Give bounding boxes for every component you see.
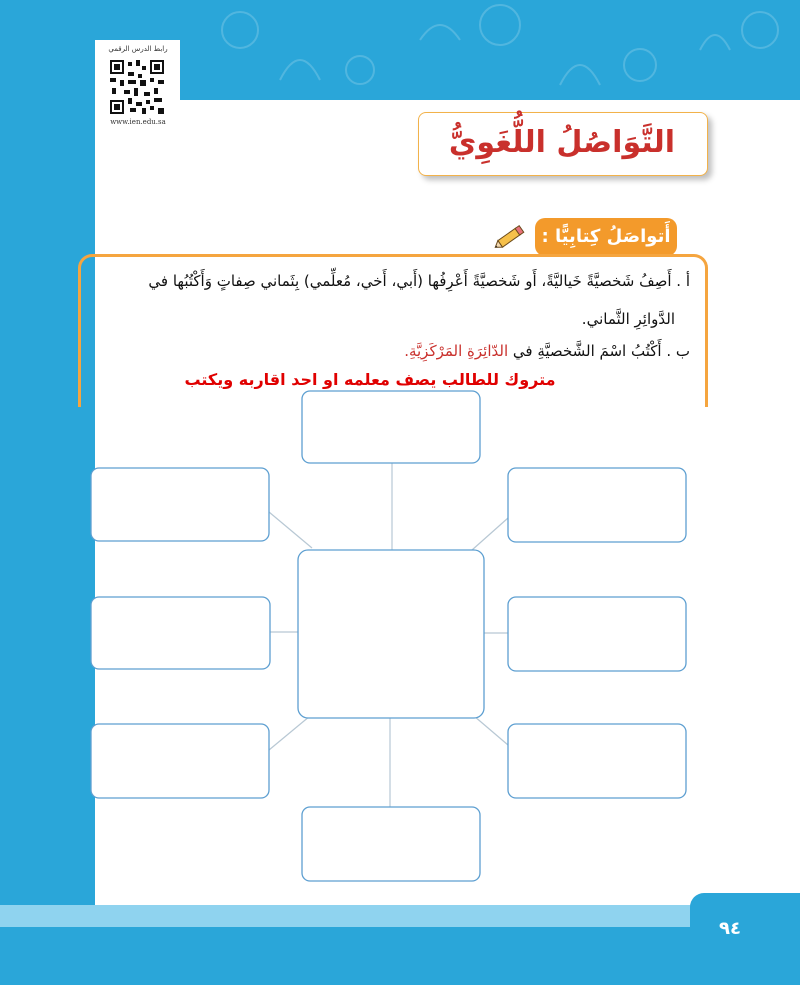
- instruction-a-continued: الدَّوائِرِ الثَّماني.: [581, 310, 675, 328]
- right-middle-box[interactable]: [508, 597, 686, 671]
- qr-caption: رابط الدرس الرقمي: [108, 45, 168, 53]
- left-bottom-box[interactable]: [91, 724, 269, 798]
- character-map-diagram: [0, 380, 800, 900]
- pencil-icon: [492, 222, 528, 252]
- left-top-box[interactable]: [91, 468, 269, 541]
- section-label: أَتواصَلُ كِتابِيًّا :: [541, 226, 671, 247]
- qr-url[interactable]: www.ien.edu.sa: [110, 118, 166, 126]
- right-bottom-box[interactable]: [508, 724, 686, 798]
- center-box[interactable]: [298, 550, 484, 718]
- left-middle-box[interactable]: [91, 597, 270, 669]
- right-top-box[interactable]: [508, 468, 686, 542]
- connector-left-bottom: [269, 716, 310, 750]
- page-title: التَّوَاصُلُ اللُّغَوِيُّ: [448, 125, 676, 160]
- qr-code-icon[interactable]: [108, 58, 166, 116]
- connector-right-top: [472, 518, 508, 550]
- decorative-pattern: [180, 0, 800, 100]
- connector-right-bottom: [474, 716, 508, 745]
- top-box[interactable]: [302, 391, 480, 463]
- connector-left-top: [269, 512, 312, 548]
- instruction-b: [130, 342, 690, 360]
- page-number: ٩٤: [719, 918, 741, 939]
- teacher-note: متروك للطالب يصف معلمه او احد اقاربه ويكتب: [184, 370, 556, 389]
- instruction-a: أ . أَصِفُ شَخصيَّةً خَياليَّةً، أَو شَخصيَّةً أَعْرِفُها (أَبي، أَخي، مُعلِّمي) بِثَماني صِفاتٍ وَأَكْتُبُها في: [148, 272, 690, 290]
- instruction-b-text: ب . أَكْتُبُ اسْمَ الشَّخصيَّةِ في: [512, 342, 690, 360]
- bottom-banner: [0, 905, 800, 985]
- bottom-banner-light: [0, 905, 800, 927]
- bottom-box[interactable]: [302, 807, 480, 881]
- instruction-b-highlight: الدّائِرَةِ المَرْكَزِيَّةِ.: [404, 342, 509, 360]
